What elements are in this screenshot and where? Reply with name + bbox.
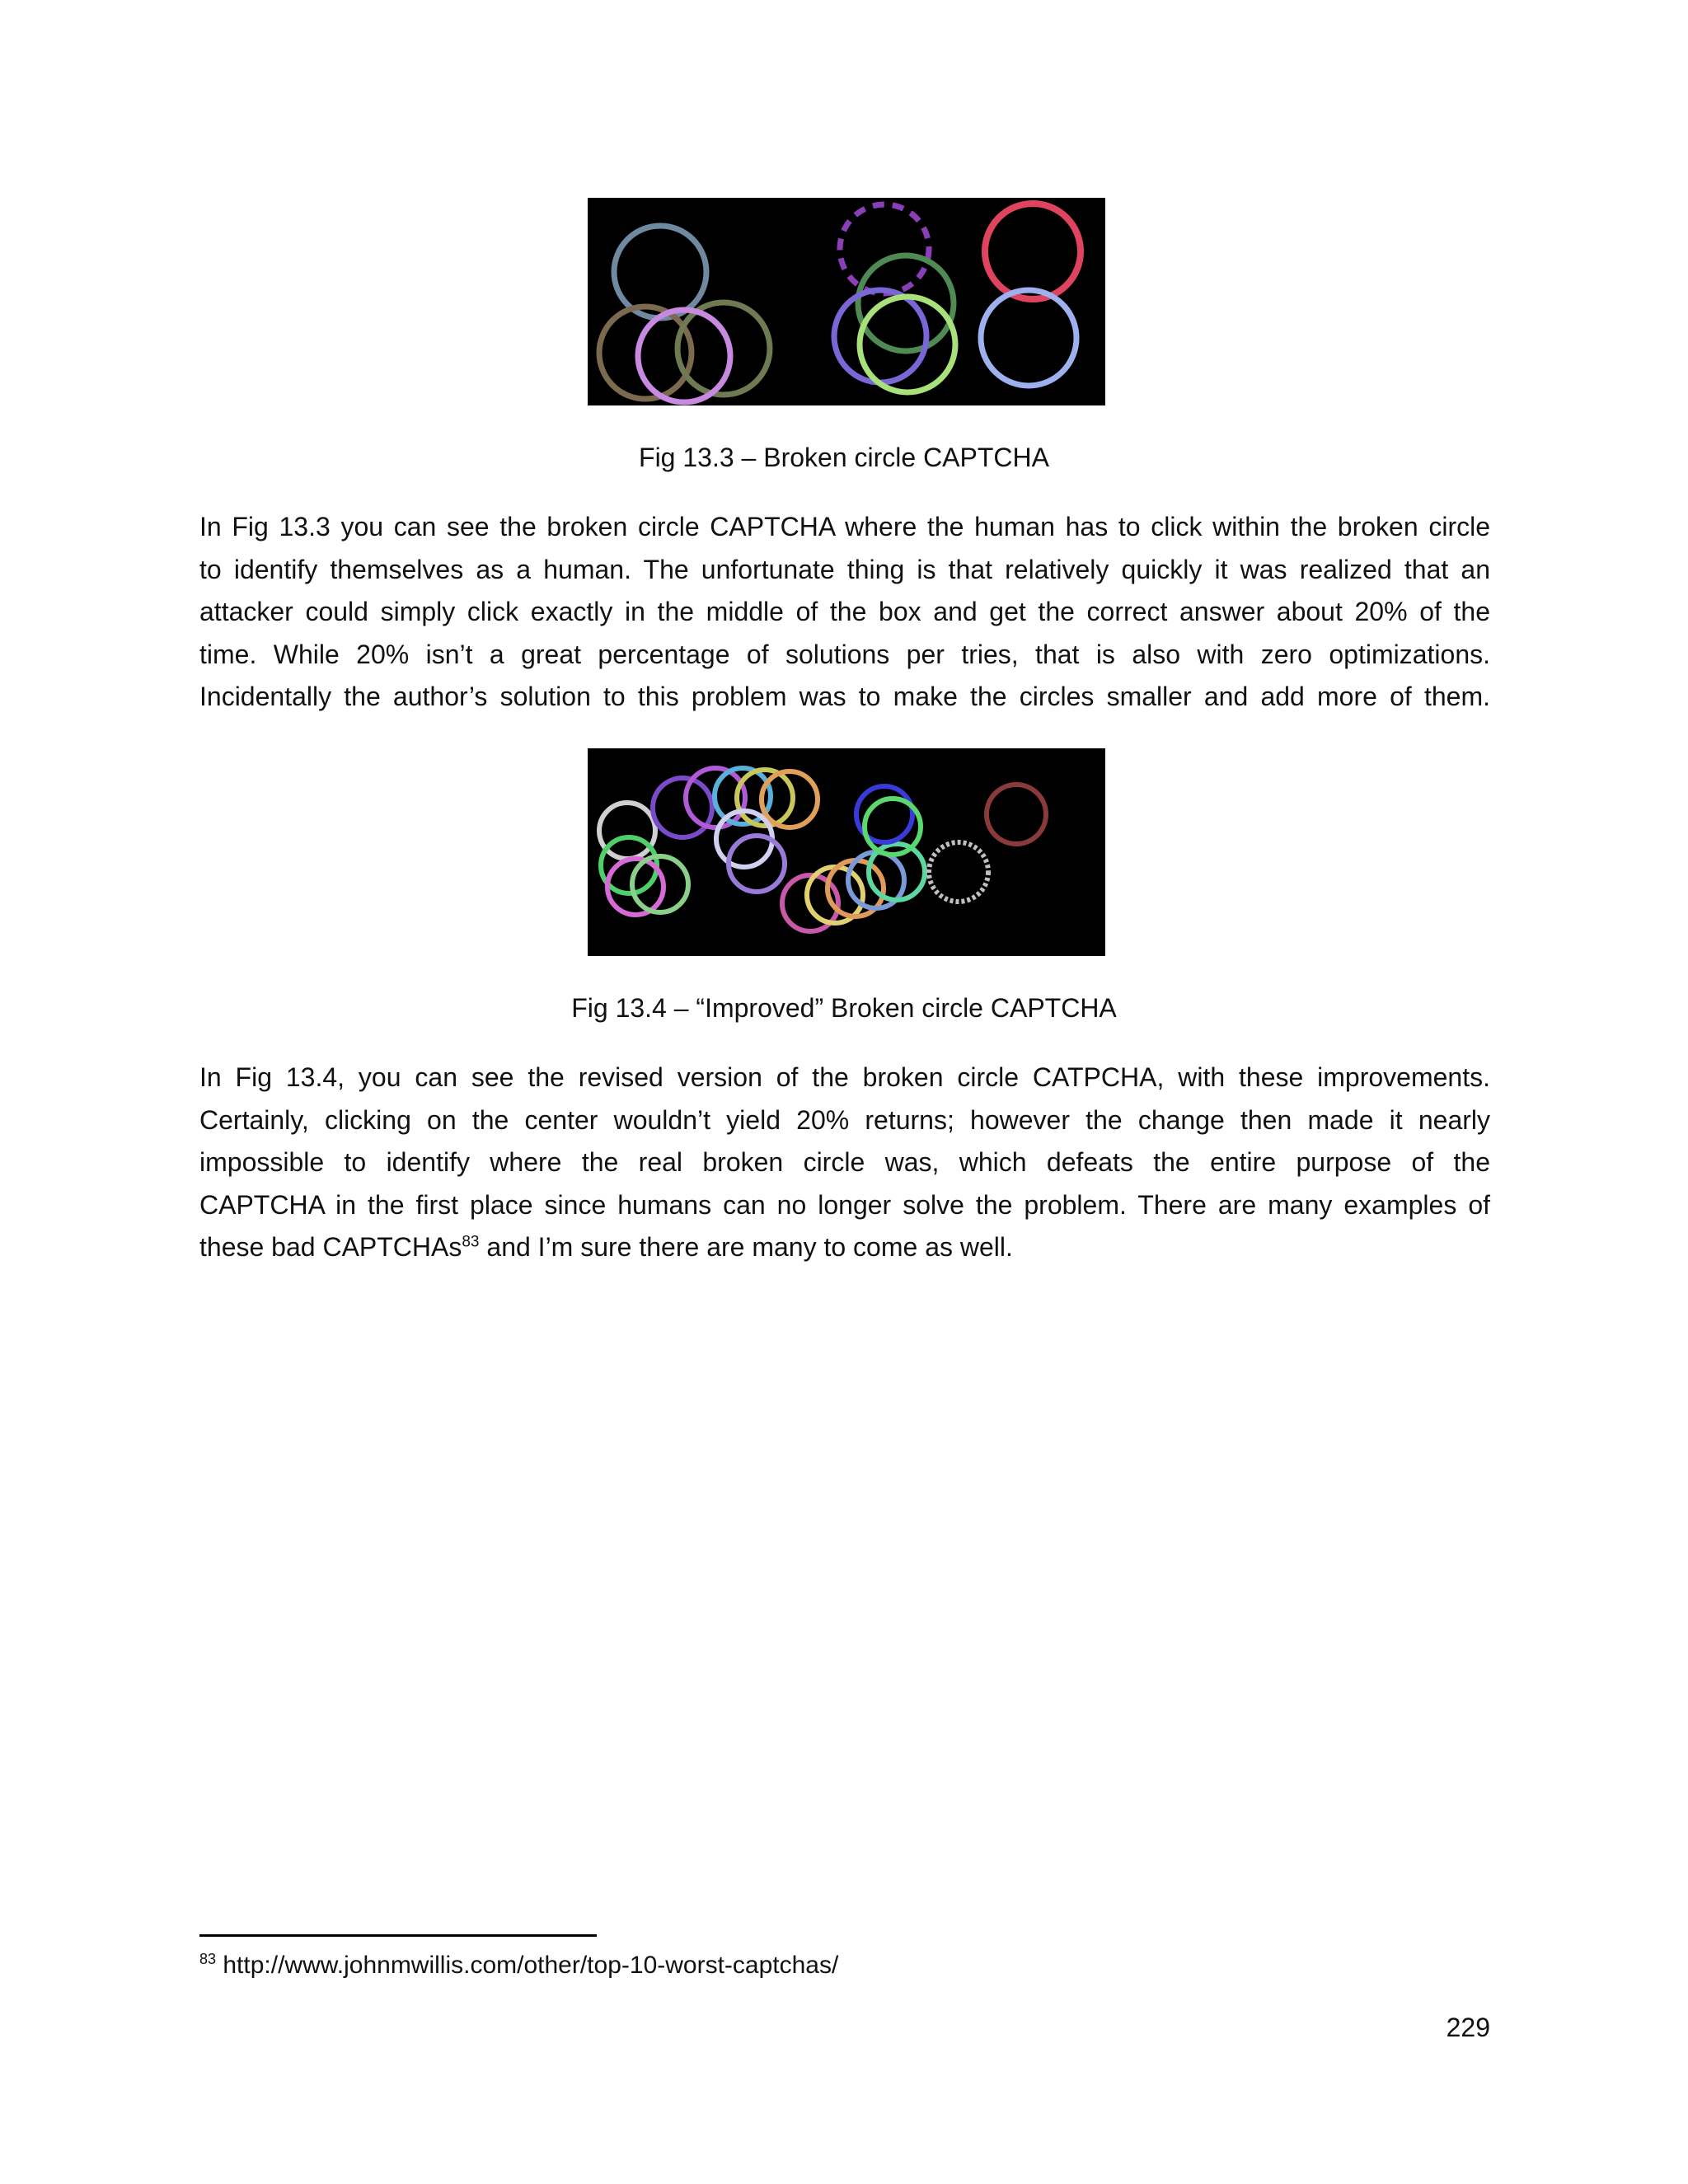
paragraph-line: attacker could simply click exactly in the middle of the box and get the correct answer about 20% of the [199,597,1490,626]
captcha-circle [987,785,1046,844]
improved-broken-circle-captcha-image [588,748,1105,956]
footnote-number: 83 [199,1951,217,1967]
paragraph-line: time. While 20% isn’t a great percentage of solutions per tries, that is also with zero optimizations. [199,639,1490,669]
footnote-reference[interactable]: 83 [462,1233,480,1251]
paragraph-text: these bad CAPTCHAs [199,1232,462,1262]
footnote [199,1949,838,1982]
captcha-broken-circle [840,204,929,293]
figure-caption: Fig 13.4 – “Improved” Broken circle CAPTCHA [571,993,1117,1023]
page-number: 229 [1446,2013,1490,2042]
captcha-circle [653,778,712,837]
paragraph-line [199,1226,1490,1269]
captcha-circle [858,255,954,351]
captcha-circle [981,290,1076,386]
captcha-circle [985,204,1081,299]
footnote-divider [199,1934,597,1937]
paragraph-line: Incidentally the author’s solution to this problem was to make the circles smaller and add more of them. [199,682,1490,711]
footnote-link[interactable]: http://www.johnmwillis.com/other/top-10-worst-captchas/ [223,1952,839,1979]
captcha-circle [614,226,706,318]
paragraph [199,506,1490,719]
paragraph-line: to identify themselves as a human. The unfortunate thing is that relatively quickly it was realized that an [199,554,1490,584]
captcha-circle [860,297,955,392]
paragraph-line: Certainly, clicking on the center wouldn’t yield 20% returns; however the change then made it nearly [199,1104,1490,1135]
paragraph-line: impossible to identify where the real broken circle was, which defeats the entire purpose of the [199,1147,1490,1177]
paragraph [199,1057,1490,1269]
figure-caption: Fig 13.3 – Broken circle CAPTCHA [639,443,1049,472]
paragraph-line: CAPTCHA in the first place since humans can no longer solve the problem. There are many examples of [199,1189,1490,1220]
figure-improved-broken-circle-captcha [588,748,1105,956]
captcha-circle [929,842,988,902]
figure-broken-circle-captcha [588,198,1105,405]
paragraph-text: and I’m sure there are many to come as well. [479,1232,1013,1262]
paragraph-line: In Fig 13.3 you can see the broken circle CAPTCHA where the human has to click within the broken circle [199,512,1490,541]
broken-circle-captcha-image [588,198,1105,405]
paragraph-line: In Fig 13.4, you can see the revised version of the broken circle CATPCHA, with these improvements. [199,1062,1490,1092]
